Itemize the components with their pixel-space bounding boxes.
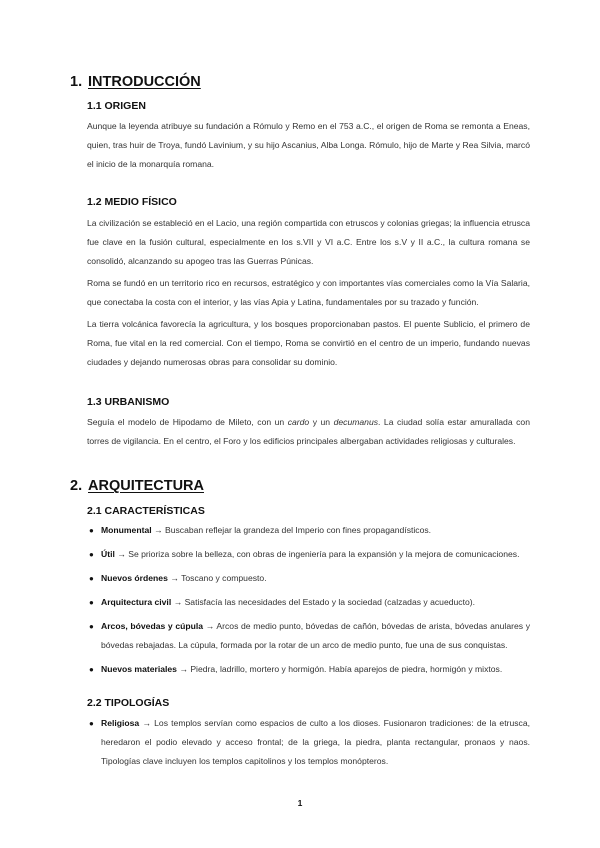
item-label: Útil [101,549,115,559]
subheading-urbanismo: 1.3 URBANISMO [87,396,170,408]
subheading-tipologias: 2.2 TIPOLOGÍAS [87,697,170,709]
item-text: → Piedra, ladrillo, mortero y hormigón. Había aparejos de piedra, hormigón y mixtos. [176,664,503,674]
list-tipologias [87,714,530,776]
section-title: INTRODUCCIÓN [88,74,201,90]
paragraph-medio-fisico-3: La tierra volcánica favorecía la agricultura, y los bosques proporcionaban pastos. El puente Sublicio, el primero de Roma, fue vital en la red comercial. Con el tiempo, Roma se convirtió en el centro de un imperio, fundando nuevas ciudades y dejando numerosas obras para consolidar su dominio. [87,319,530,367]
subheading-origen: 1.1 ORIGEN [87,100,146,112]
list-item [87,521,530,540]
item-label: Nuevos materiales [101,664,177,674]
item-label: Nuevos órdenes [101,573,168,583]
paragraph-medio-fisico-2: Roma se fundó en un territorio rico en recursos, estratégico y con importantes vías comerciales como la Vía Salaria, que conectaba la costa con el interior, y las vías Apia y Latina, fundamentales por su trazado y función. [87,278,530,307]
item-text: → Buscaban reflejar la grandeza del Imperio con fines propagandísticos. [151,525,432,535]
section-heading-arquitectura [70,478,204,494]
list-item [87,617,530,655]
urbanismo-term-decumanus: decumanus [333,417,379,427]
item-label: Arquitectura civil [101,597,172,607]
bullet-icon: ● [89,719,94,728]
item-text: → Satisfacía las necesidades del Estado y la sociedad (calzadas y acueducto). [171,597,476,607]
section-number: 2. [70,478,83,494]
paragraph-urbanismo [87,413,530,451]
list-item [87,593,530,612]
list-item [87,545,530,564]
item-label: Religiosa [101,718,140,728]
bullet-icon: ● [89,550,94,559]
paragraph-medio-fisico-1: La civilización se estableció en el Lacio, una región compartida con etruscos y colonias griegas; la influencia etrusca fue clave en la fusión cultural, especialmente en los s.VII y VI a.C. Entre los s.V y II a.C., la cultura romana se consolidó, alcanzando su apogeo tras las Guerras Púnicas. [87,218,530,266]
urbanismo-text-1: Seguía el modelo de Hipodamo de Mileto, con un [87,417,288,427]
urbanismo-text-2: y un [309,417,334,427]
item-label: Arcos, bóvedas y cúpula [101,621,204,631]
item-text: → Toscano y compuesto. [167,573,267,583]
list-item [87,714,530,771]
urbanismo-term-cardo: cardo [287,417,310,427]
bullet-icon: ● [89,622,94,631]
bullet-icon: ● [89,574,94,583]
subheading-medio-fisico: 1.2 MEDIO FÍSICO [87,196,177,208]
list-item [87,660,530,679]
subheading-caracteristicas: 2.1 CARACTERÍSTICAS [87,505,205,517]
item-label: Monumental [101,525,152,535]
bullet-icon: ● [89,526,94,535]
urbanismo-text-3: . La ciudad solía estar amurallada con torres de vigilancia. En el centro, el Foro y los edificios principales albergaban actividades religiosas y culturales. [87,417,530,446]
bullet-icon: ● [89,665,94,674]
list-item [87,569,530,588]
item-text: → Los templos servían como espacios de culto a los dioses. Fusionaron tradiciones: de la etrusca, heredaron el podio elevado y acceso frontal; de la griega, la piedra, planta rectangular, pronaos y naos. Tipologías clave incluyen los templos capitolinos y los templos monópteros. [101,718,530,766]
section-title: ARQUITECTURA [88,478,204,494]
section-number: 1. [70,74,83,90]
item-text: → Arcos de medio punto, bóvedas de cañón, bóvedas de arista, bóvedas anulares y bóvedas rebajadas. La cúpula, formada por la rotar de un arco de medio punto, fue una de sus conquistas. [101,621,530,650]
item-text: → Se prioriza sobre la belleza, con obras de ingeniería para la expansión y la mejora de comunicaciones. [114,549,520,559]
page-number: 1 [297,798,303,808]
bullet-icon: ● [89,598,94,607]
list-caracteristicas [87,521,530,684]
paragraph-origen: Aunque la leyenda atribuye su fundación a Rómulo y Remo en el 753 a.C., el origen de Roma se remonta a Eneas, quien, tras huir de Troya, fundó Lavinium, y su hijo Ascanius, Alba Longa. Rómulo, hijo de Marte y Rea Silvia, marcó el inicio de la monarquía romana. [87,121,530,169]
section-heading-introduccion [70,74,201,90]
